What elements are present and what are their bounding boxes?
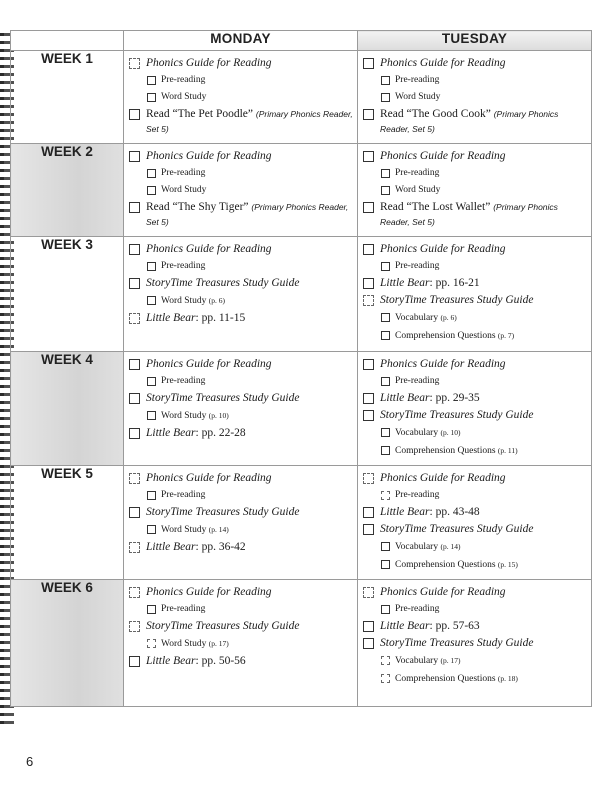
task-comprehension[interactable]: Comprehension Questions (p. 18) bbox=[363, 671, 587, 687]
checkbox-icon[interactable] bbox=[129, 58, 140, 69]
tuesday-cell bbox=[358, 352, 592, 466]
week-label: WEEK 4 bbox=[11, 352, 124, 466]
task-word-study[interactable]: Word Study (p. 10) bbox=[129, 408, 353, 424]
week-label: WEEK 6 bbox=[11, 580, 124, 707]
task-storytime[interactable]: StoryTime Treasures Study Guide bbox=[129, 505, 353, 520]
task-prereading[interactable]: Pre-reading bbox=[129, 166, 353, 181]
task-phonics[interactable]: Phonics Guide for Reading bbox=[363, 357, 587, 372]
checkbox-icon[interactable] bbox=[129, 656, 140, 667]
checkbox-icon[interactable] bbox=[381, 377, 390, 386]
task-prereading[interactable]: Pre-reading bbox=[129, 602, 353, 617]
header-row bbox=[11, 31, 592, 51]
task-read[interactable]: Read “The Lost Wallet” (Primary Phonics Reader, Set 5) bbox=[363, 200, 587, 230]
tuesday-cell bbox=[358, 51, 592, 144]
corner-cell bbox=[11, 31, 124, 51]
checkbox-icon[interactable] bbox=[363, 507, 374, 518]
checkbox-icon[interactable] bbox=[363, 58, 374, 69]
task-phonics[interactable]: Phonics Guide for Reading bbox=[129, 56, 353, 71]
task-read[interactable]: Read “The Pet Poodle” (Primary Phonics Reader, Set 5) bbox=[129, 107, 353, 137]
task-word-study[interactable]: Word Study (p. 17) bbox=[129, 636, 353, 652]
task-storytime[interactable]: StoryTime Treasures Study Guide bbox=[363, 293, 587, 308]
task-phonics[interactable]: Phonics Guide for Reading bbox=[129, 357, 353, 372]
checkbox-icon[interactable] bbox=[363, 151, 374, 162]
checkbox-icon[interactable] bbox=[363, 621, 374, 632]
task-little-bear[interactable]: Little Bear: pp. 16-21 bbox=[363, 276, 587, 291]
week-row bbox=[11, 466, 592, 580]
task-little-bear[interactable]: Little Bear: pp. 22-28 bbox=[129, 426, 353, 441]
monday-cell bbox=[124, 51, 358, 144]
week-row bbox=[11, 237, 592, 352]
checkbox-icon[interactable] bbox=[147, 377, 156, 386]
task-word-study[interactable]: Word Study bbox=[363, 90, 587, 105]
checkbox-icon[interactable] bbox=[381, 491, 390, 500]
task-vocabulary[interactable]: Vocabulary (p. 6) bbox=[363, 310, 587, 326]
checkbox-icon[interactable] bbox=[147, 76, 156, 85]
checkbox-icon[interactable] bbox=[147, 639, 156, 648]
task-phonics[interactable]: Phonics Guide for Reading bbox=[363, 242, 587, 257]
checkbox-icon[interactable] bbox=[363, 524, 374, 535]
task-little-bear[interactable]: Little Bear: pp. 57-63 bbox=[363, 619, 587, 634]
task-storytime[interactable]: StoryTime Treasures Study Guide bbox=[129, 619, 353, 634]
task-phonics[interactable]: Phonics Guide for Reading bbox=[129, 471, 353, 486]
checkbox-icon[interactable] bbox=[129, 393, 140, 404]
checkbox-icon[interactable] bbox=[381, 76, 390, 85]
task-little-bear[interactable]: Little Bear: pp. 11-15 bbox=[129, 311, 353, 326]
tuesday-cell bbox=[358, 237, 592, 352]
task-word-study[interactable]: Word Study (p. 6) bbox=[129, 293, 353, 309]
task-phonics[interactable]: Phonics Guide for Reading bbox=[363, 471, 587, 486]
tuesday-cell bbox=[358, 580, 592, 707]
checkbox-icon[interactable] bbox=[381, 542, 390, 551]
checkbox-icon[interactable] bbox=[363, 587, 374, 598]
checkbox-icon[interactable] bbox=[381, 428, 390, 437]
monday-cell bbox=[124, 580, 358, 707]
checkbox-icon[interactable] bbox=[129, 109, 140, 120]
task-storytime[interactable]: StoryTime Treasures Study Guide bbox=[129, 276, 353, 291]
checkbox-icon[interactable] bbox=[381, 313, 390, 322]
checkbox-icon[interactable] bbox=[381, 560, 390, 569]
week-row bbox=[11, 144, 592, 237]
task-comprehension[interactable]: Comprehension Questions (p. 15) bbox=[363, 557, 587, 573]
checkbox-icon[interactable] bbox=[147, 411, 156, 420]
task-vocabulary[interactable]: Vocabulary (p. 10) bbox=[363, 425, 587, 441]
checkbox-icon[interactable] bbox=[129, 473, 140, 484]
week-row bbox=[11, 51, 592, 144]
checkbox-icon[interactable] bbox=[363, 202, 374, 213]
task-prereading[interactable]: Pre-reading bbox=[129, 259, 353, 274]
task-vocabulary[interactable]: Vocabulary (p. 17) bbox=[363, 653, 587, 669]
week-label: WEEK 1 bbox=[11, 51, 124, 144]
checkbox-icon[interactable] bbox=[147, 93, 156, 102]
task-little-bear[interactable]: Little Bear: pp. 36-42 bbox=[129, 540, 353, 555]
monday-cell bbox=[124, 144, 358, 237]
checkbox-icon[interactable] bbox=[129, 202, 140, 213]
checkbox-icon[interactable] bbox=[381, 262, 390, 271]
task-prereading[interactable]: Pre-reading bbox=[363, 166, 587, 181]
task-comprehension[interactable]: Comprehension Questions (p. 7) bbox=[363, 328, 587, 344]
task-prereading[interactable]: Pre-reading bbox=[129, 374, 353, 389]
checkbox-icon[interactable] bbox=[147, 525, 156, 534]
task-phonics[interactable]: Phonics Guide for Reading bbox=[129, 242, 353, 257]
checkbox-icon[interactable] bbox=[381, 656, 390, 665]
task-prereading[interactable]: Pre-reading bbox=[363, 602, 587, 617]
checkbox-icon[interactable] bbox=[381, 186, 390, 195]
task-storytime[interactable]: StoryTime Treasures Study Guide bbox=[363, 522, 587, 537]
checkbox-icon[interactable] bbox=[363, 473, 374, 484]
task-storytime[interactable]: StoryTime Treasures Study Guide bbox=[363, 636, 587, 651]
checkbox-icon[interactable] bbox=[363, 410, 374, 421]
checkbox-icon[interactable] bbox=[147, 605, 156, 614]
checkbox-icon[interactable] bbox=[381, 446, 390, 455]
checkbox-icon[interactable] bbox=[129, 507, 140, 518]
monday-cell bbox=[124, 237, 358, 352]
task-phonics[interactable]: Phonics Guide for Reading bbox=[363, 149, 587, 164]
checkbox-icon[interactable] bbox=[147, 186, 156, 195]
checkbox-icon[interactable] bbox=[147, 262, 156, 271]
checkbox-icon[interactable] bbox=[147, 491, 156, 500]
task-phonics[interactable]: Phonics Guide for Reading bbox=[363, 56, 587, 71]
week-row bbox=[11, 352, 592, 466]
task-word-study[interactable]: Word Study bbox=[129, 183, 353, 198]
task-little-bear[interactable]: Little Bear: pp. 29-35 bbox=[363, 391, 587, 406]
week-row bbox=[11, 580, 592, 707]
task-prereading[interactable]: Pre-reading bbox=[363, 488, 587, 503]
task-storytime[interactable]: StoryTime Treasures Study Guide bbox=[363, 408, 587, 423]
checkbox-icon[interactable] bbox=[129, 278, 140, 289]
task-little-bear[interactable]: Little Bear: pp. 50-56 bbox=[129, 654, 353, 669]
checkbox-icon[interactable] bbox=[129, 313, 140, 324]
task-prereading[interactable]: Pre-reading bbox=[363, 73, 587, 88]
checkbox-icon[interactable] bbox=[147, 169, 156, 178]
checkbox-icon[interactable] bbox=[381, 331, 390, 340]
task-phonics[interactable]: Phonics Guide for Reading bbox=[129, 585, 353, 600]
checkbox-icon[interactable] bbox=[129, 151, 140, 162]
tuesday-cell bbox=[358, 144, 592, 237]
monday-cell bbox=[124, 352, 358, 466]
task-prereading[interactable]: Pre-reading bbox=[363, 259, 587, 274]
task-read[interactable]: Read “The Good Cook” (Primary Phonics Reader, Set 5) bbox=[363, 107, 587, 137]
checkbox-icon[interactable] bbox=[129, 244, 140, 255]
checkbox-icon[interactable] bbox=[381, 169, 390, 178]
page-number: 6 bbox=[26, 754, 34, 769]
checkbox-icon[interactable] bbox=[363, 109, 374, 120]
lesson-schedule-table bbox=[10, 30, 592, 707]
task-prereading[interactable]: Pre-reading bbox=[129, 73, 353, 88]
task-phonics[interactable]: Phonics Guide for Reading bbox=[363, 585, 587, 600]
checkbox-icon[interactable] bbox=[381, 674, 390, 683]
task-comprehension[interactable]: Comprehension Questions (p. 11) bbox=[363, 443, 587, 459]
checkbox-icon[interactable] bbox=[129, 587, 140, 598]
task-vocabulary[interactable]: Vocabulary (p. 14) bbox=[363, 539, 587, 555]
task-prereading[interactable]: Pre-reading bbox=[129, 488, 353, 503]
task-little-bear[interactable]: Little Bear: pp. 43-48 bbox=[363, 505, 587, 520]
checkbox-icon[interactable] bbox=[129, 621, 140, 632]
monday-cell bbox=[124, 466, 358, 580]
week-label: WEEK 5 bbox=[11, 466, 124, 580]
task-word-study[interactable]: Word Study (p. 14) bbox=[129, 522, 353, 538]
task-read[interactable]: Read “The Shy Tiger” (Primary Phonics Reader, Set 5) bbox=[129, 200, 353, 230]
task-prereading[interactable]: Pre-reading bbox=[363, 374, 587, 389]
checkbox-icon[interactable] bbox=[147, 296, 156, 305]
checkbox-icon[interactable] bbox=[381, 605, 390, 614]
checkbox-icon[interactable] bbox=[363, 278, 374, 289]
checkbox-icon[interactable] bbox=[129, 428, 140, 439]
checkbox-icon[interactable] bbox=[363, 295, 374, 306]
checkbox-icon[interactable] bbox=[129, 542, 140, 553]
checkbox-icon[interactable] bbox=[129, 359, 140, 370]
checkbox-icon[interactable] bbox=[363, 244, 374, 255]
monday-header: MONDAY bbox=[124, 31, 358, 51]
checkbox-icon[interactable] bbox=[381, 93, 390, 102]
checkbox-icon[interactable] bbox=[363, 638, 374, 649]
task-storytime[interactable]: StoryTime Treasures Study Guide bbox=[129, 391, 353, 406]
task-word-study[interactable]: Word Study bbox=[363, 183, 587, 198]
week-label: WEEK 3 bbox=[11, 237, 124, 352]
tuesday-cell bbox=[358, 466, 592, 580]
tuesday-header: TUESDAY bbox=[358, 31, 592, 51]
week-label: WEEK 2 bbox=[11, 144, 124, 237]
task-word-study[interactable]: Word Study bbox=[129, 90, 353, 105]
checkbox-icon[interactable] bbox=[363, 393, 374, 404]
task-phonics[interactable]: Phonics Guide for Reading bbox=[129, 149, 353, 164]
checkbox-icon[interactable] bbox=[363, 359, 374, 370]
